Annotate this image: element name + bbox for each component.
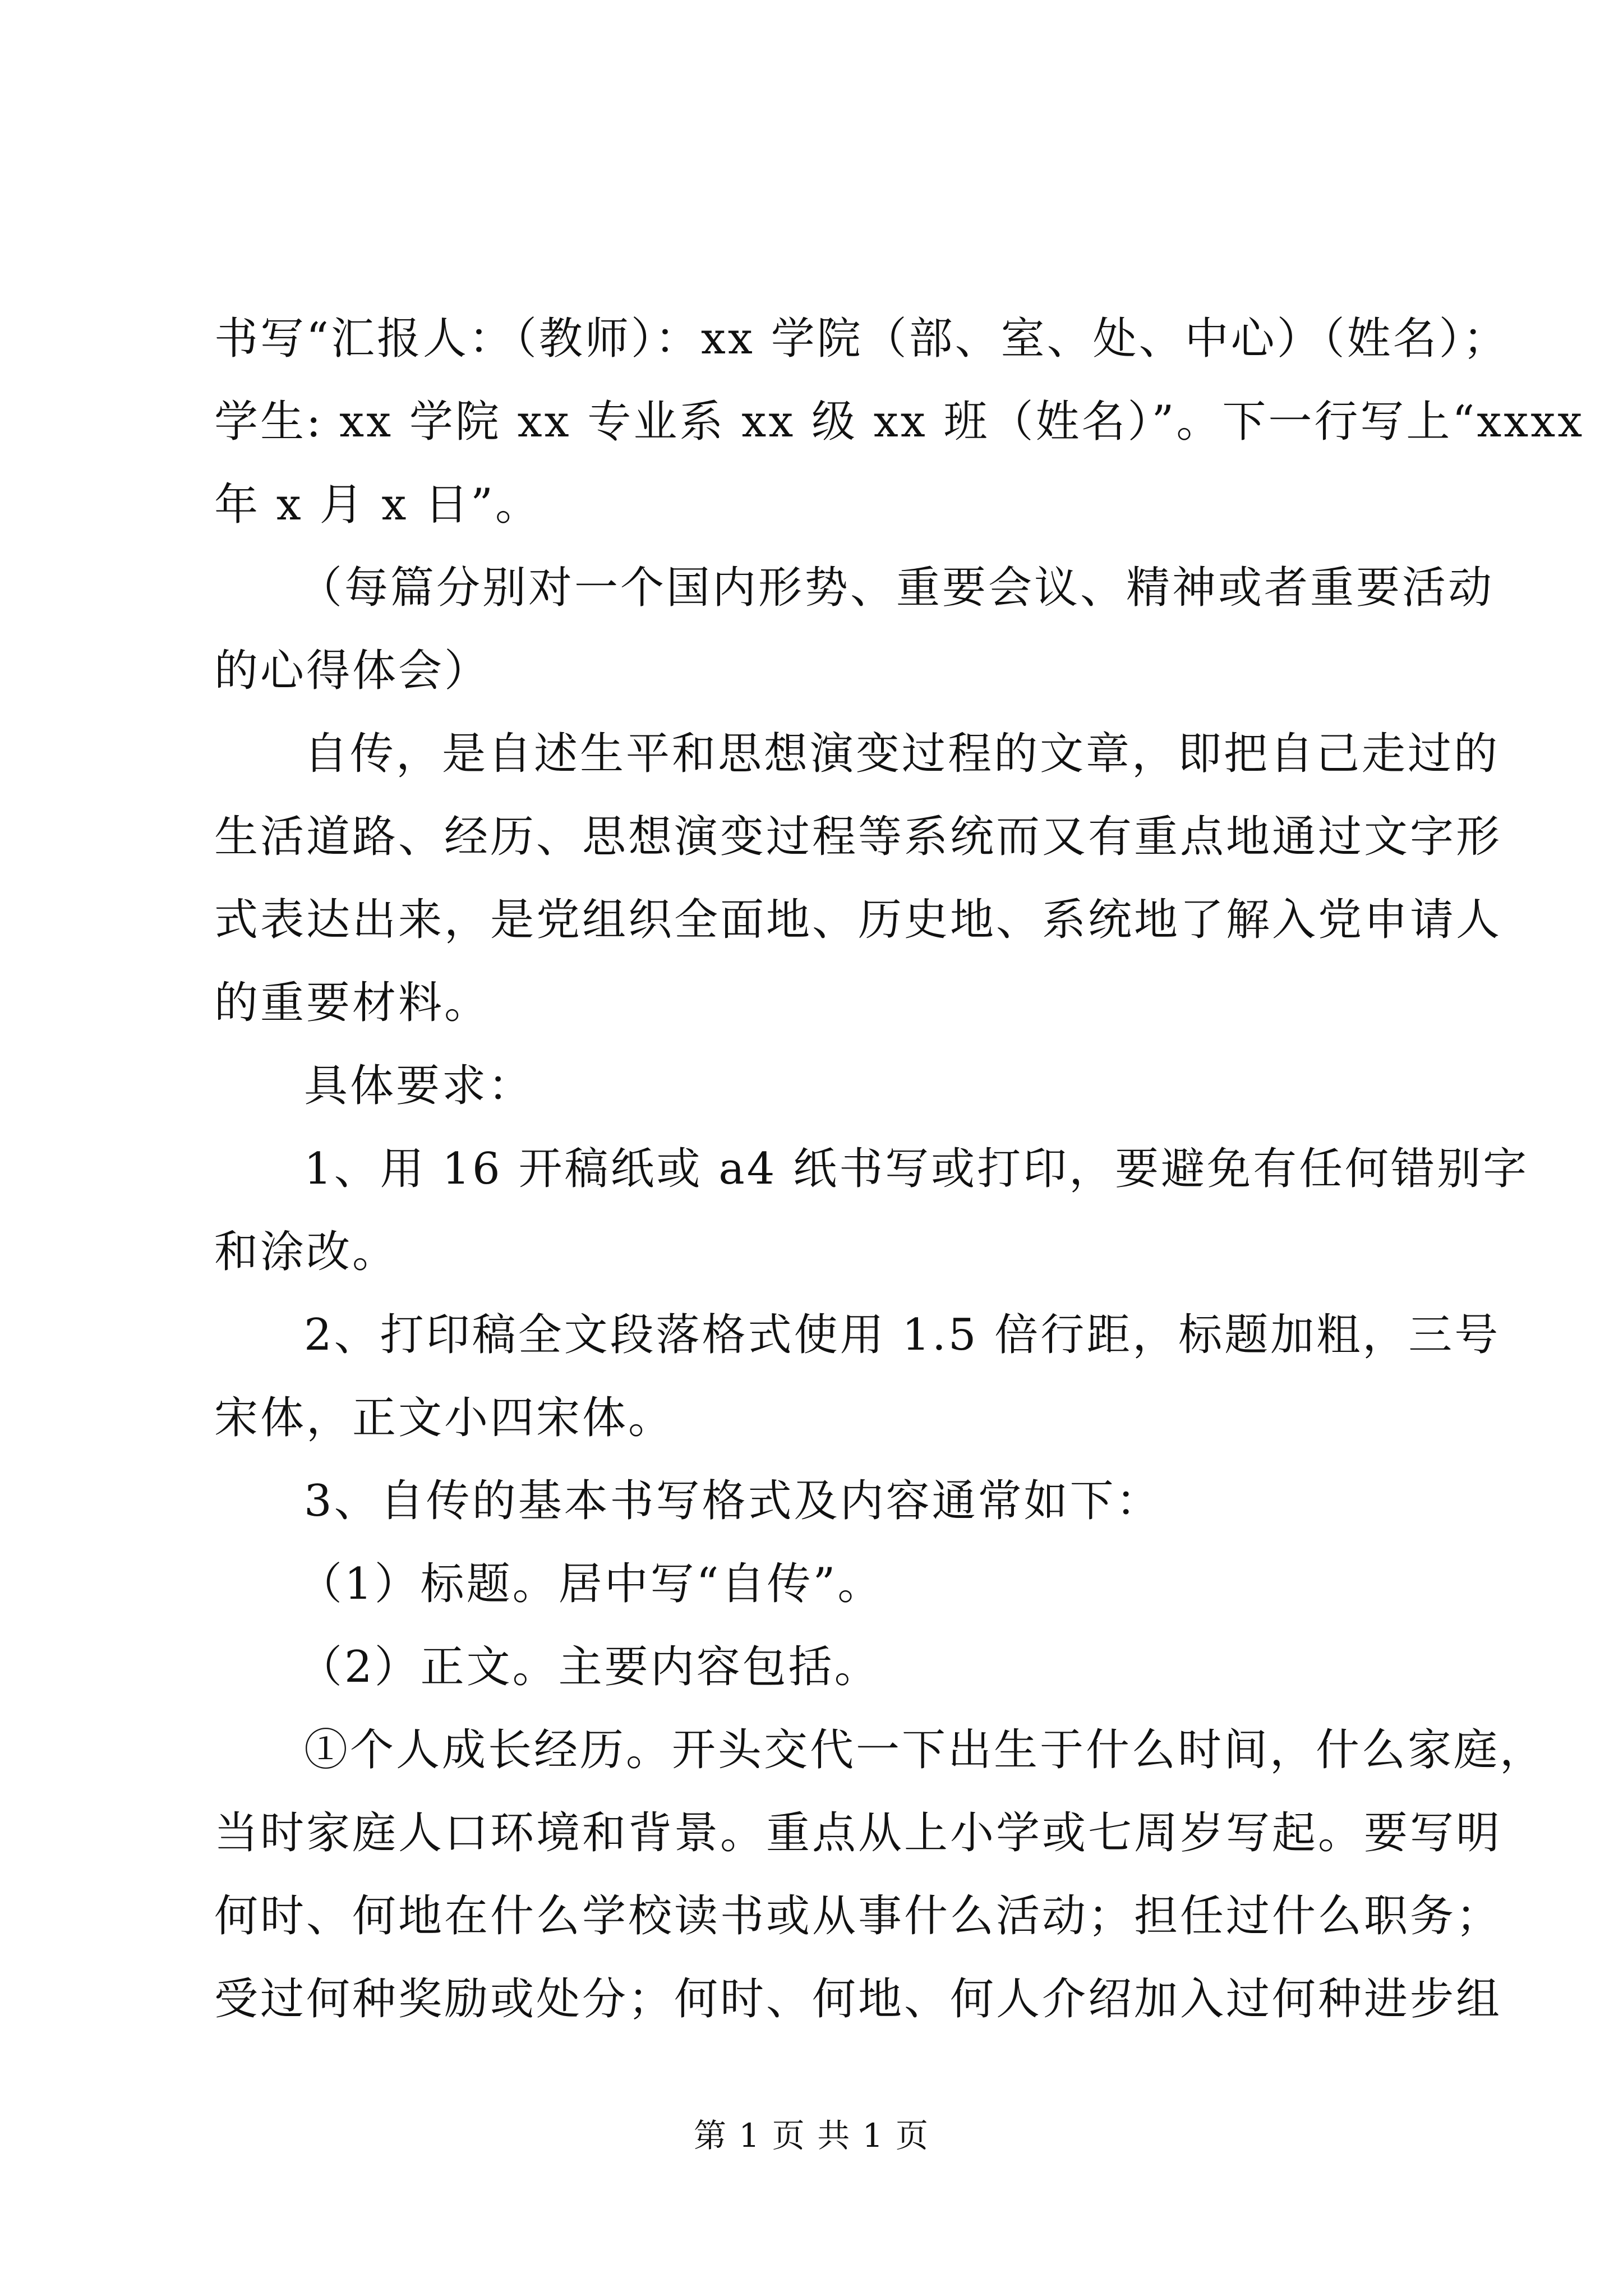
text-line: 和涂改。 bbox=[214, 1227, 399, 1277]
text-line: 的心得体会） bbox=[214, 646, 491, 696]
text-line: 学生: xx 学院 xx 专业系 xx 级 xx 班（姓名）”。下一行写上“xxxx bbox=[214, 397, 1585, 447]
text-line: 书写“汇报人：（教师）：xx 学院（部、室、处、中心）（姓名）； bbox=[214, 314, 1509, 364]
text-line: （1）标题。居中写“自传”。 bbox=[298, 1559, 884, 1609]
text-line: 宋体，正文小四宋体。 bbox=[214, 1393, 675, 1443]
text-line: 年 x 月 x 日”。 bbox=[214, 480, 542, 530]
text-line: 当时家庭人口环境和背景。重点从上小学或七周岁写起。要写明 bbox=[214, 1808, 1502, 1858]
text-line: （每篇分别对一个国内形势、重要会议、精神或者重要活动 bbox=[298, 563, 1495, 613]
page-footer: 第 1 页 共 1 页 bbox=[694, 2116, 929, 2155]
text-line: 2、打印稿全文段落格式使用 1.5 倍行距，标题加粗，三号 bbox=[304, 1310, 1501, 1360]
text-line: 的重要材料。 bbox=[214, 978, 491, 1028]
text-line: 自传，是自述生平和思想演变过程的文章，即把自己走过的 bbox=[304, 729, 1500, 779]
document-body bbox=[214, 297, 1585, 2041]
text-line: 1、用 16 开稿纸或 a4 纸书写或打印，要避免有任何错别字 bbox=[304, 1144, 1529, 1194]
text-line: 何时、何地在什么学校读书或从事什么活动；担任过什么职务； bbox=[214, 1891, 1502, 1941]
text-line: 受过何种奖励或处分；何时、何地、何人介绍加入过何种进步组 bbox=[214, 1974, 1502, 2024]
text-line: 3、自传的基本书写格式及内容通常如下： bbox=[304, 1476, 1162, 1526]
text-line: ①个人成长经历。开头交代一下出生于什么时间，什么家庭， bbox=[304, 1725, 1546, 1775]
text-line: 式表达出来，是党组织全面地、历史地、系统地了解入党申请人 bbox=[214, 895, 1502, 945]
text-line: 具体要求： bbox=[304, 1061, 534, 1111]
text-line: （2）正文。主要内容包括。 bbox=[298, 1642, 880, 1692]
text-line: 生活道路、经历、思想演变过程等系统而又有重点地通过文字形 bbox=[214, 812, 1502, 862]
